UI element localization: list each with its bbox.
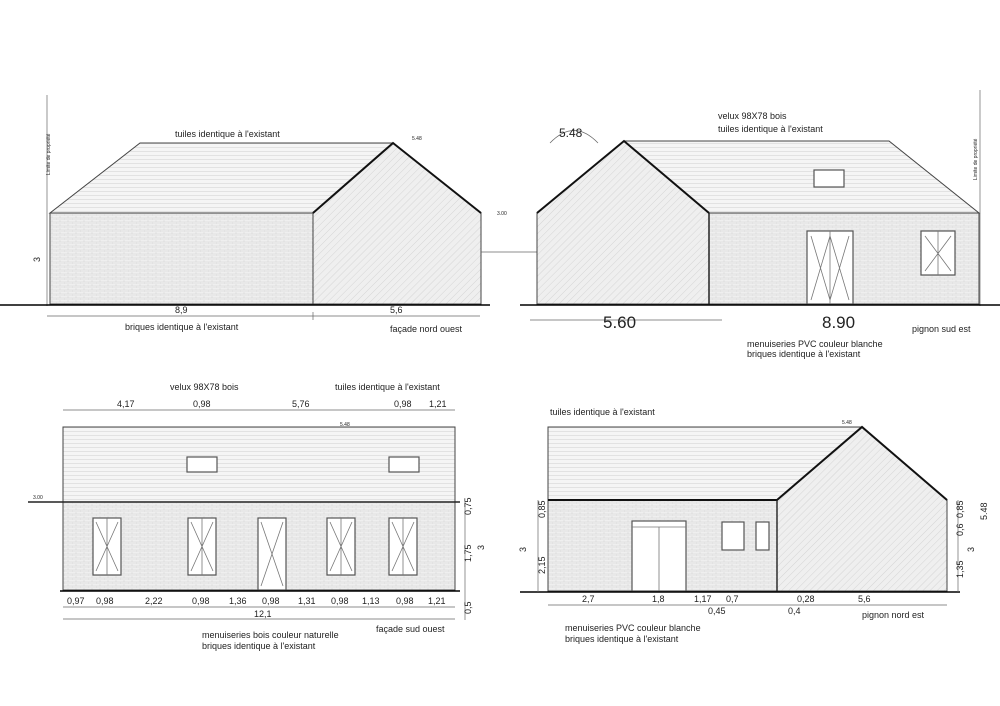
- pignon-title: pignon sud est: [912, 324, 971, 334]
- ridge-level: 5.48: [340, 422, 350, 428]
- bottom-dim: 2,22: [145, 596, 163, 606]
- left-dim: 2,15: [537, 556, 547, 574]
- top-dim: 4,17: [117, 399, 135, 409]
- bottom-dim: 1,17: [694, 594, 712, 604]
- top-dim: 0,98: [193, 399, 211, 409]
- length-dim-a: 8,9: [175, 305, 188, 315]
- velux-label: velux 98X78 bois: [170, 382, 239, 392]
- window: [756, 522, 769, 550]
- ridge-level: 5.48: [412, 136, 422, 142]
- length-dim-a: 5.60: [603, 313, 637, 332]
- bottom-dim: 0,45: [708, 606, 726, 616]
- length-dim-b: 5,6: [390, 305, 403, 315]
- right-dim: 1,35: [955, 560, 965, 578]
- bottom-dim: 2,7: [582, 594, 595, 604]
- wall-label: briques identique à l'existant: [747, 349, 861, 359]
- left-dim: 3: [518, 546, 528, 552]
- right-dim: 0,75: [463, 497, 473, 515]
- bottom-dim: 1,13: [362, 596, 380, 606]
- facade-nord-ouest: [0, 95, 612, 334]
- wall-label: briques identique à l'existant: [202, 641, 316, 651]
- velux-window: [814, 170, 844, 187]
- roof-label: tuiles identique à l'existant: [550, 407, 655, 417]
- right-dim: 3: [966, 546, 976, 552]
- bottom-dim: 0,97: [67, 596, 85, 606]
- right-dim: 3: [476, 544, 486, 550]
- velux-window: [389, 457, 419, 472]
- wall-label: briques identique à l'existant: [565, 634, 679, 644]
- roof-label: tuiles identique à l'existant: [335, 382, 440, 392]
- right-dim: 0,85: [955, 500, 965, 518]
- right-dim: 5.48: [979, 502, 989, 520]
- roof-label: tuiles identique à l'existant: [718, 124, 823, 134]
- wall-label: briques identique à l'existant: [125, 322, 239, 332]
- bottom-dim: 0,7: [726, 594, 739, 604]
- bottom-dim: 1,31: [298, 596, 316, 606]
- facade-title: façade sud ouest: [376, 624, 445, 634]
- bottom-dim: 0,98: [331, 596, 349, 606]
- bottom-dim: 1,21: [428, 596, 446, 606]
- facade-title: façade nord ouest: [390, 324, 463, 334]
- total-dim: 12,1: [254, 609, 272, 619]
- bottom-dim: 0,98: [192, 596, 210, 606]
- pignon-nord-est: [518, 407, 989, 644]
- brick-wall: [50, 213, 313, 304]
- bottom-dim: 0,98: [96, 596, 114, 606]
- bottom-dim: 0,98: [262, 596, 280, 606]
- bottom-dim: 0,4: [788, 606, 801, 616]
- window: [722, 522, 744, 550]
- facade-sud-ouest: [28, 382, 486, 651]
- property-limit-label: Limite de propriété: [973, 138, 979, 180]
- right-dim: 1,75: [463, 544, 473, 562]
- bottom-dim: 0,98: [396, 596, 414, 606]
- bottom-dim: 5,6: [858, 594, 871, 604]
- ridge-level: 5.48: [842, 420, 852, 426]
- ridge-level: 5.48: [559, 126, 583, 140]
- property-limit-label: Limite de propriété: [46, 133, 52, 175]
- eave-level: 3.00: [497, 211, 507, 217]
- joinery-label: menuiseries PVC couleur blanche: [747, 339, 883, 349]
- pignon-sud-est: [520, 90, 1000, 359]
- eave-level: 3.00: [33, 495, 43, 501]
- right-dim: 0,5: [463, 601, 473, 614]
- velux-label: velux 98X78 bois: [718, 111, 787, 121]
- joinery-label: menuiseries PVC couleur blanche: [565, 623, 701, 633]
- roof-label: tuiles identique à l'existant: [175, 129, 280, 139]
- top-dim: 1,21: [429, 399, 447, 409]
- bottom-dim: 1,8: [652, 594, 665, 604]
- length-dim-b: 8.90: [822, 313, 856, 332]
- right-dim: 0,6: [955, 523, 965, 536]
- top-dim: 0,98: [394, 399, 412, 409]
- pignon-title: pignon nord est: [862, 610, 925, 620]
- height-dim: 3: [32, 256, 42, 262]
- left-dim: 0,85: [537, 500, 547, 518]
- joinery-label: menuiseries bois couleur naturelle: [202, 630, 339, 640]
- bottom-dim: 0,28: [797, 594, 815, 604]
- top-dim: 5,76: [292, 399, 310, 409]
- velux-window: [187, 457, 217, 472]
- bottom-dim: 1,36: [229, 596, 247, 606]
